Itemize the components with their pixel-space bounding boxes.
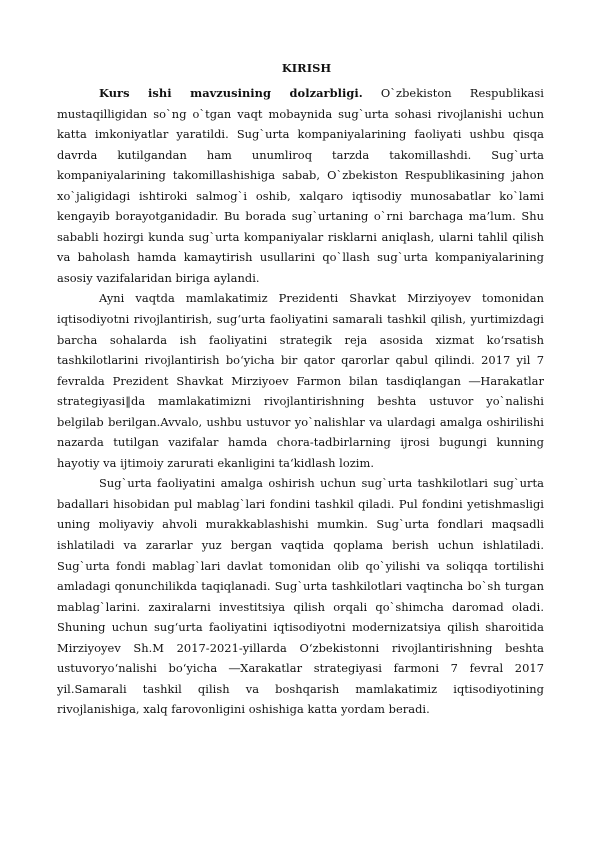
paragraph-text: O`zbekiston Respublikasi mustaqilligidan so`ng o`tgan vaqt mobaynida sug`urta sohasi rivojlanishi uchun katta imkoniyatlar yaratildi. Sug`urta kompaniyalarining faoliyati ushbu qisqa davrda kutilgandan ham unumliroq tarzda takomillashdi. Sug`urta kompaniyalarining takomillashishiga sabab, O`zbekiston Respublikasining jahon xo`jaligidagi ishtiroki salmog`i oshib, xalqaro iqtisodiy munosabatlar ko`lami kengayib borayotganidadir. Bu borada sug`urtaning o`rni barchaga ma’lum. Shu sababli hozirgi kunda sug`urta kompaniyalar risklarni aniqlash, ularni tahlil qilish va baholash hamda kamaytirish usullarini qo`llash sug`urta kompaniyalarining asosiy vazifalaridan biriga aylandi. (57, 86, 544, 285)
page-title: KIRISH (281, 61, 332, 75)
document-body (57, 58, 544, 720)
paragraph-strategy: Ayni vaqtda mamlakatimiz Prezidenti Shavkat Mirziyoyev tomonidan iqtisodiyotni rivojlantirish, sug‘urta faoliyatini samarali tashkil qilish, yurtimizdagi barcha sohalarda ish faoliyatini strategik reja asosida xizmat ko‘rsatish tashkilotlarini rivojlantirish bo‘yicha bir qator qarorlar qabul qilindi. 2017 yil 7 fevralda Prezident Shavkat Mirziyoev Farmon bilan tasdiqlangan ―Harakatlar strategiyasi‖da mamlakatimizni rivojlantirishning beshta ustuvor yo`nalishi belgilab berilgan.Avvalo, ushbu ustuvor yo`nalishlar va ulardagi amalga oshirilishi nazarda tutilgan vazifalar hamda chora-tadbirlarning ijrosi bugungi kunning hayotiy va ijtimoiy zarurati ekanligini ta‘kidlash lozim. (57, 291, 544, 470)
paragraph-relevance (57, 83, 544, 288)
paragraph-lead: Kurs ishi mavzusining dolzarbligi. (99, 86, 363, 100)
paragraph-insurance-funds: Sug`urta faoliyatini amalga oshirish uchun sug`urta tashkilotlari sug`urta badallari hisobidan pul mablag`lari fondini tashkil qiladi. Pul fondini yetishmasligi uning moliyaviy ahvoli murakkablashishi mumkin. Sug`urta fondlari maqsadli ishlatiladi va zararlar yuz bergan vaqtida qoplama berish uchun ishlatiladi. Sug`urta fondi mablag`lari davlat tomonidan olib qo`yilishi va soliqqa tortilishi amladagi qonunchilikda taqiqlanadi. Sug`urta tashkilotlari vaqtincha bo`sh turgan mablag`larini. zaxiralarni investitsiya qilish orqali qo`shimcha daromad oladi. Shuning uchun sug‘urta faoliyatini iqtisodiyotni modernizatsiya qilish sharoitida Mirziyoyev Sh.M 2017-2021-yillarda O‘zbekistonni rivojlantirishning beshta ustuvoryo‘nalishi bo‘yicha ―Xarakatlar strategiyasi farmoni 7 fevral 2017 yil.Samarali tashkil qilish va boshqarish mamlakatimiz iqtisodiyotining rivojlanishiga, xalq farovonligini oshishiga katta yordam beradi. (57, 476, 544, 717)
